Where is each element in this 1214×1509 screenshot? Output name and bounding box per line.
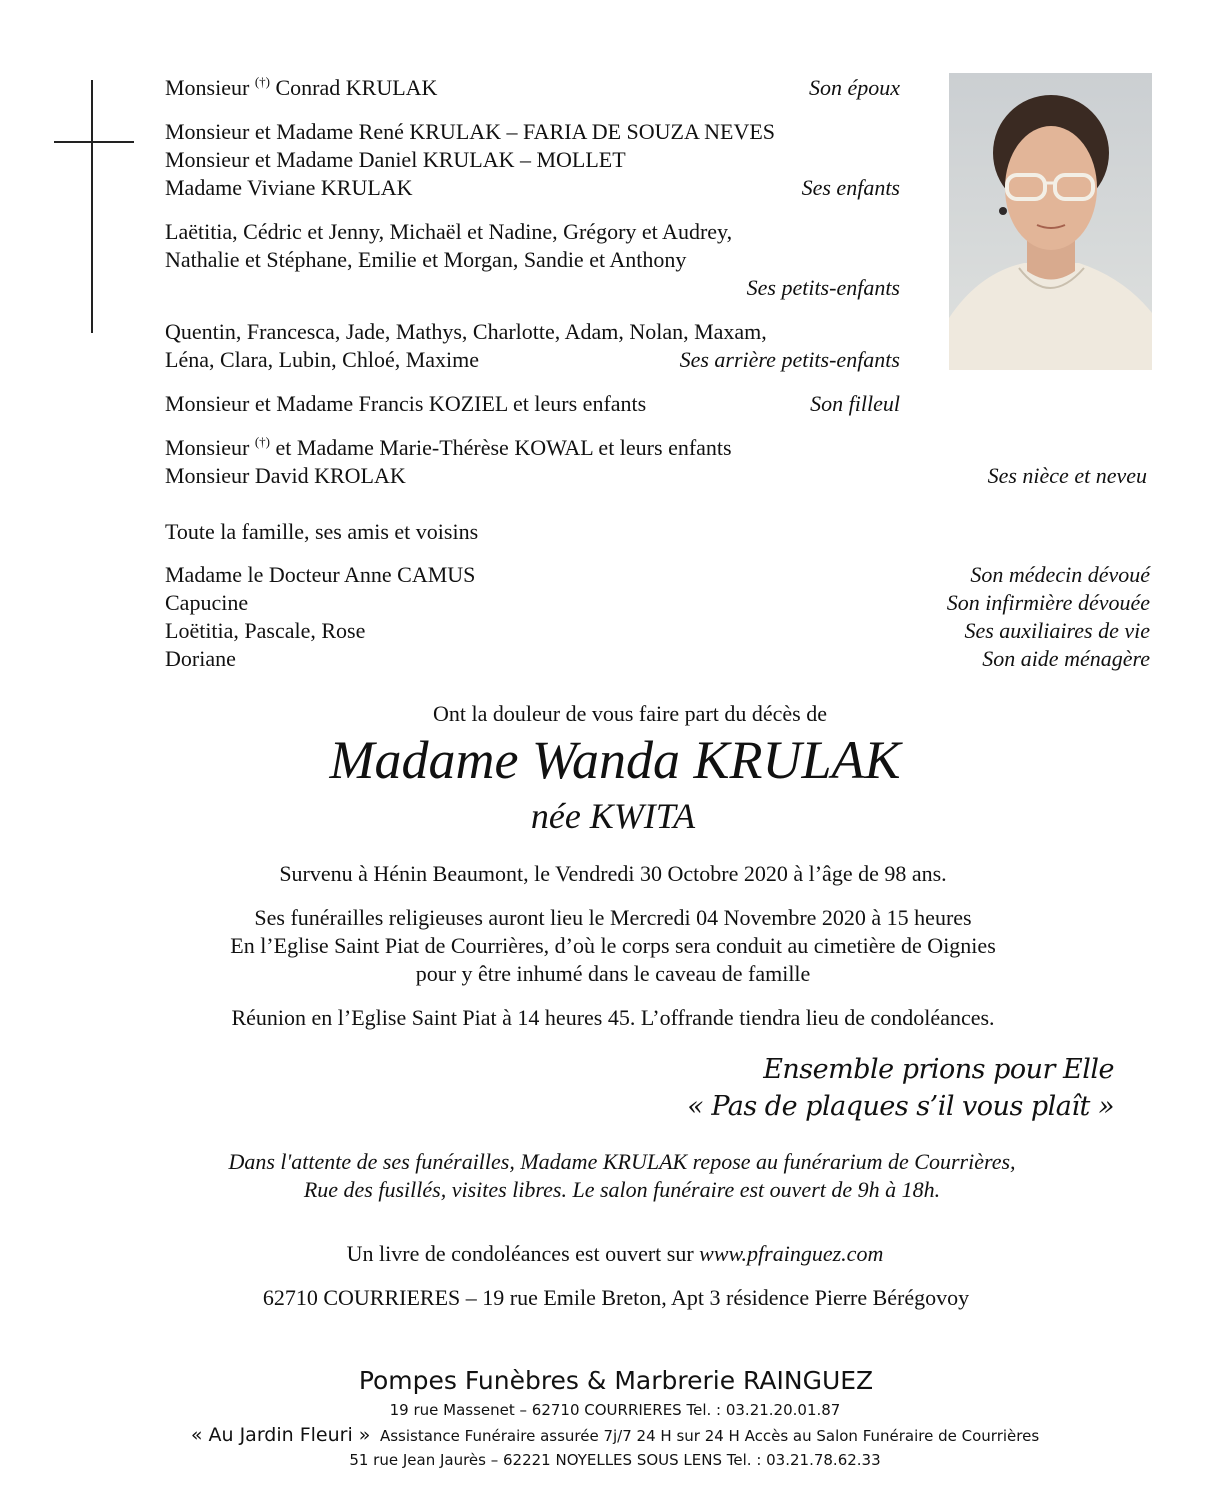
- care-role-1: Son médecin dévoué: [970, 562, 1150, 587]
- care-role-3: Ses auxiliaires de vie: [964, 618, 1150, 643]
- toute-famille: Toute la famille, ses amis et voisins: [165, 519, 479, 544]
- jardin-fleuri: « Au Jardin Fleuri »: [190, 1424, 371, 1446]
- arriere-line-2: Léna, Clara, Lubin, Chloé, Maxime: [165, 347, 480, 372]
- petits-enfants-role: Ses petits-enfants: [746, 275, 900, 300]
- enfant-line-3: Madame Viviane KRULAK: [165, 175, 413, 200]
- company-address-1: 19 rue Massenet – 62710 COURRIERES Tel. : 03.21.20.01.87: [389, 1401, 841, 1419]
- deceased-nee: née KWITA: [530, 796, 696, 836]
- enfant-line-1: Monsieur et Madame René KRULAK – FARIA DE SOUZA NEVES: [165, 119, 776, 144]
- prayer-line-2: « Pas de plaques s’il vous plaît »: [687, 1091, 1114, 1122]
- care-name-1: Madame le Docteur Anne CAMUS: [165, 562, 476, 587]
- company-name: Pompes Funèbres & Marbrerie RAINGUEZ: [358, 1366, 874, 1395]
- assistance-line: « Au Jardin Fleuri » Assistance Funéraire assurée 7j/7 24 H sur 24 H Accès au Salon Funéraire de Courrières: [190, 1424, 1040, 1446]
- care-role-2: Son infirmière dévouée: [946, 590, 1150, 615]
- website-link[interactable]: www.pfrainguez.com: [699, 1241, 884, 1266]
- niece-line-2: Monsieur David KROLAK: [165, 463, 406, 488]
- filleul-line: Monsieur et Madame Francis KOZIEL et leurs enfants: [165, 391, 647, 416]
- repose-line-2: Rue des fusillés, visites libres. Le salon funéraire est ouvert de 9h à 18h.: [303, 1177, 941, 1202]
- portrait-photo: [949, 73, 1152, 370]
- epoux-name: Monsieur (†) Conrad KRULAK: [165, 74, 438, 100]
- company-address-2: 51 rue Jean Jaurès – 62221 NOYELLES SOUS LENS Tel. : 03.21.78.62.33: [349, 1451, 881, 1469]
- livre-line: Un livre de condoléances est ouvert sur www.pfrainguez.com: [346, 1241, 884, 1266]
- petits-enfants-line-2: Nathalie et Stéphane, Emilie et Morgan, Sandie et Anthony: [165, 247, 687, 272]
- adresse-line: 62710 COURRIERES – 19 rue Emile Breton, Apt 3 résidence Pierre Bérégovoy: [262, 1285, 970, 1310]
- repose-line-1: Dans l'attente de ses funérailles, Madame KRULAK repose au funérarium de Courrières,: [228, 1149, 1016, 1174]
- funerailles-line-3: pour y être inhumé dans le caveau de famille: [415, 961, 811, 986]
- arriere-line-1: Quentin, Francesca, Jade, Mathys, Charlotte, Adam, Nolan, Maxam,: [165, 319, 767, 344]
- enfants-role: Ses enfants: [801, 175, 900, 200]
- funerailles-line-1: Ses funérailles religieuses auront lieu le Mercredi 04 Novembre 2020 à 15 heures: [254, 905, 972, 930]
- care-name-3: Loëtitia, Pascale, Rose: [165, 618, 366, 643]
- reunion-line: Réunion en l’Eglise Saint Piat à 14 heures 45. L’offrande tiendra lieu de condoléances.: [231, 1005, 995, 1030]
- care-role-4: Son aide ménagère: [982, 646, 1150, 671]
- filleul-role: Son filleul: [810, 391, 900, 416]
- arriere-role: Ses arrière petits-enfants: [679, 347, 900, 372]
- niece-role: Ses nièce et neveu: [987, 463, 1147, 488]
- epoux-role: Son époux: [808, 75, 900, 100]
- care-name-2: Capucine: [165, 590, 249, 615]
- enfant-line-2: Monsieur et Madame Daniel KRULAK – MOLLET: [165, 147, 626, 172]
- survenu-line: Survenu à Hénin Beaumont, le Vendredi 30 Octobre 2020 à l’âge de 98 ans.: [279, 861, 947, 886]
- care-name-4: Doriane: [165, 646, 236, 671]
- niece-line-1: Monsieur (†) et Madame Marie-Thérèse KOWAL et leurs enfants: [165, 434, 732, 460]
- deceased-name: Madame Wanda KRULAK: [329, 730, 901, 790]
- funerailles-line-2: En l’Eglise Saint Piat de Courrières, d’où le corps sera conduit au cimetière de Oignies: [230, 933, 996, 958]
- petits-enfants-line-1: Laëtitia, Cédric et Jenny, Michaël et Nadine, Grégory et Audrey,: [165, 219, 733, 244]
- announce-intro: Ont la douleur de vous faire part du décès de: [432, 701, 828, 726]
- prayer-line-1: Ensemble prions pour Elle: [763, 1054, 1114, 1085]
